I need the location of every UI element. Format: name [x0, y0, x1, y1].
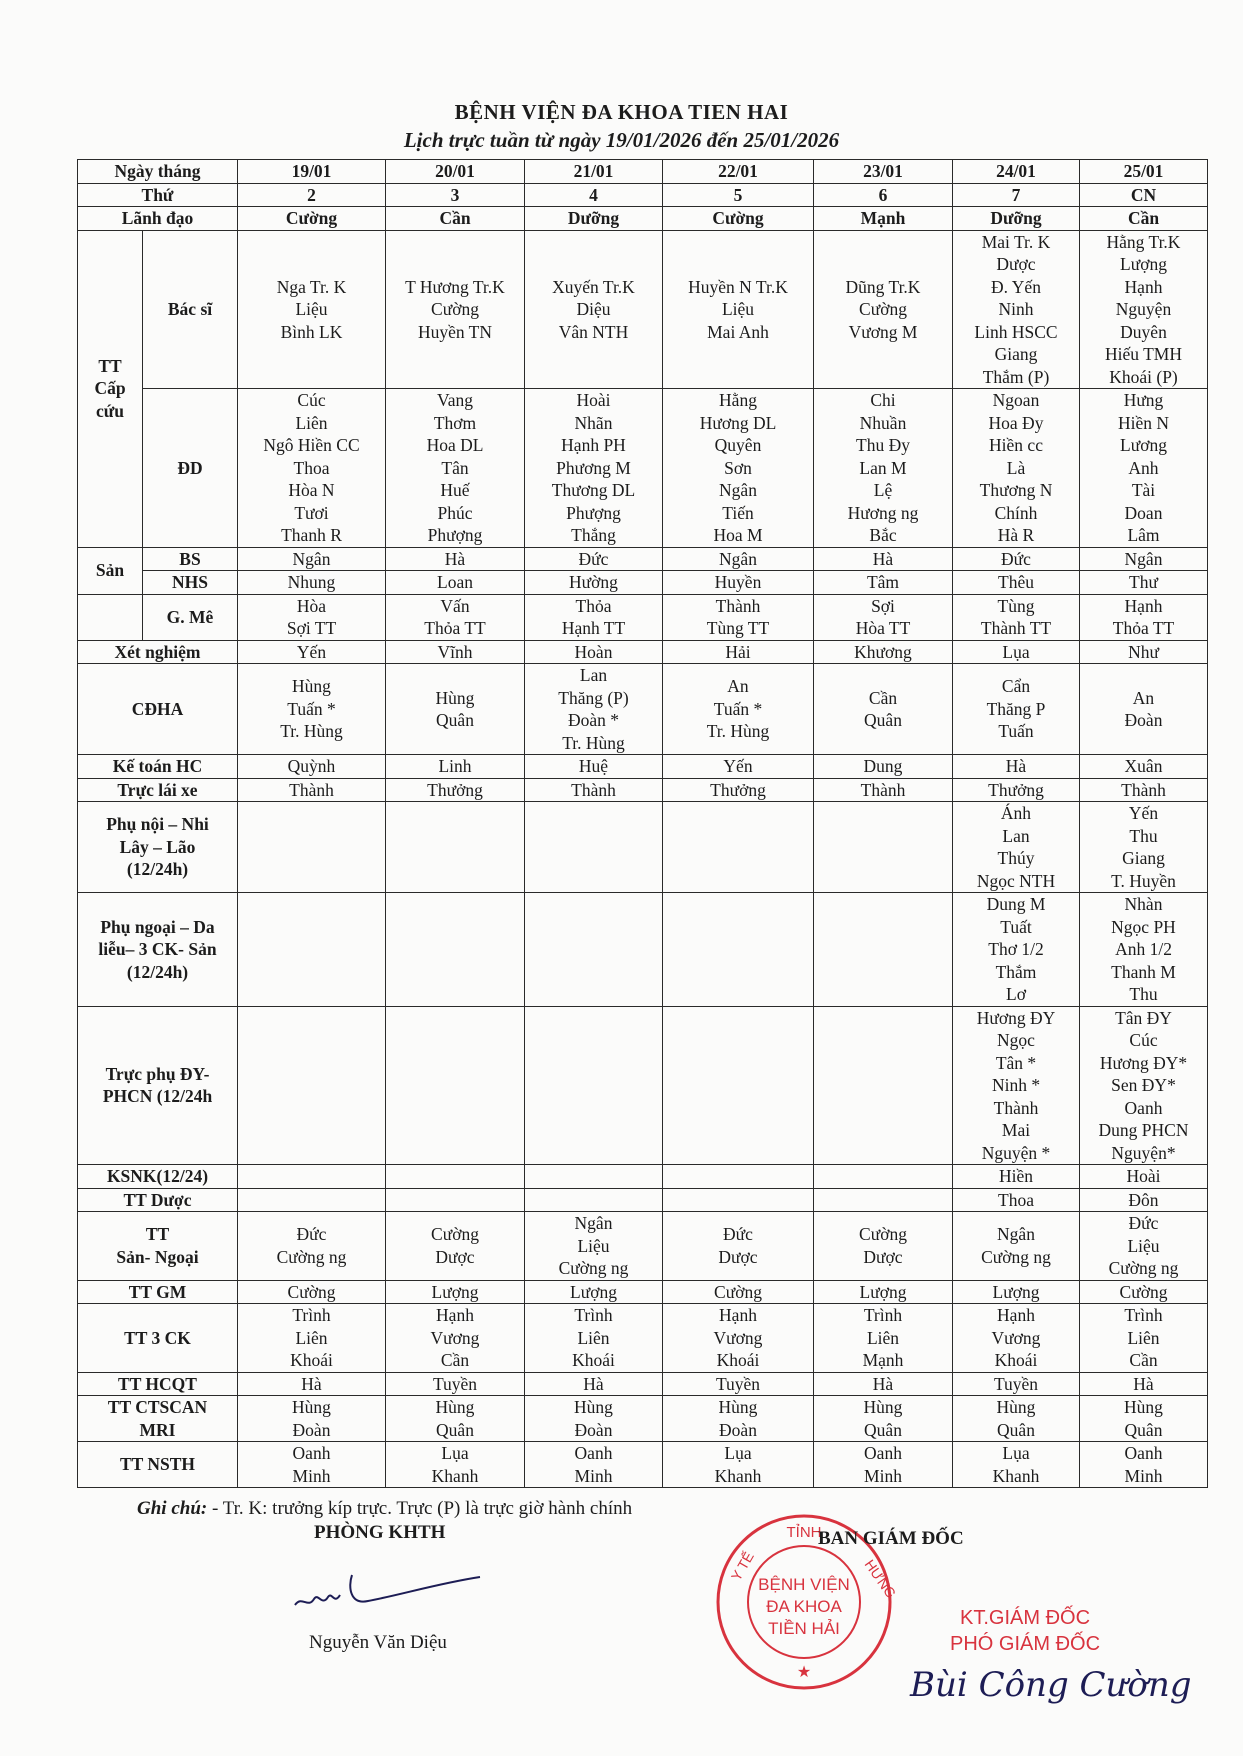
schedule-cell — [238, 1188, 386, 1212]
schedule-cell: Thêu — [953, 571, 1080, 595]
schedule-cell: Như — [1080, 640, 1208, 664]
schedule-cell: Tuyền — [386, 1372, 525, 1396]
schedule-cell: Huyền N Tr.K Liệu Mai Anh — [663, 230, 814, 389]
empty-group-cell — [78, 594, 143, 640]
row-laboratory — [78, 640, 1208, 664]
schedule-cell: Thành — [525, 778, 663, 802]
group-label: TT Cấp cứu — [78, 230, 143, 547]
schedule-cell — [386, 893, 525, 1007]
schedule-cell: Huyền — [663, 571, 814, 595]
schedule-cell: 3 — [386, 183, 525, 207]
schedule-cell: Lượng — [814, 1280, 953, 1304]
row-ct-mri-on-call — [78, 1396, 1208, 1442]
schedule-cell — [386, 1006, 525, 1165]
duty-schedule-table — [77, 159, 1208, 1488]
schedule-cell: Hạnh Thỏa TT — [1080, 594, 1208, 640]
stamp-ring-left: Y TẾ — [727, 1548, 757, 1584]
schedule-cell: Thưởng — [663, 778, 814, 802]
schedule-cell: Hùng Quân — [1080, 1396, 1208, 1442]
schedule-cell: Hiền — [953, 1165, 1080, 1189]
schedule-cell: Oanh Minh — [525, 1442, 663, 1488]
schedule-cell: Hoàn — [525, 640, 663, 664]
deputy-director-label: PHÓ GIÁM ĐỐC — [950, 1633, 1101, 1655]
schedule-cell: Hà — [814, 1372, 953, 1396]
right-signature-name: Bùi Công Cường — [910, 1665, 1192, 1705]
schedule-cell: Sợi Hòa TT — [814, 594, 953, 640]
schedule-cell: Trình Liên Khoái — [238, 1304, 386, 1373]
row-emergency-doctor — [78, 230, 1208, 389]
schedule-cell — [814, 802, 953, 893]
schedule-cell: Lụa Khanh — [953, 1442, 1080, 1488]
schedule-cell: T Hương Tr.K Cường Huyền TN — [386, 230, 525, 389]
schedule-cell: Tâm — [814, 571, 953, 595]
row-label: Phụ ngoại – Da liễu– 3 CK- Sản (12/24h) — [78, 893, 238, 1007]
schedule-cell: Vấn Thỏa TT — [386, 594, 525, 640]
schedule-cell: An Đoàn — [1080, 664, 1208, 755]
schedule-cell: Tân ĐY Cúc Hương ĐY* Sen ĐY* Oanh Dung PHCN Nguyện* — [1080, 1006, 1208, 1165]
schedule-cell: Thành — [1080, 778, 1208, 802]
schedule-cell: Đức — [953, 547, 1080, 571]
row-label: Phụ nội – Nhi Lây – Lão (12/24h) — [78, 802, 238, 893]
schedule-cell — [814, 1165, 953, 1189]
schedule-cell: Thỏa Hạnh TT — [525, 594, 663, 640]
schedule-cell: Hạnh Vương Cần — [386, 1304, 525, 1373]
row-label: NHS — [143, 571, 238, 595]
row-endoscopy-on-call — [78, 1442, 1208, 1488]
row-label: ĐD — [143, 389, 238, 548]
schedule-cell: Hà — [953, 755, 1080, 779]
schedule-cell: Xuyến Tr.K Diệu Vân NTH — [525, 230, 663, 389]
schedule-cell: Loan — [386, 571, 525, 595]
stamp-ring-right: HƯNG — [861, 1556, 900, 1602]
schedule-cell: Huệ — [525, 755, 663, 779]
schedule-cell: CN — [1080, 183, 1208, 207]
row-label: Ngày tháng — [78, 160, 238, 184]
schedule-cell: Đôn — [1080, 1188, 1208, 1212]
row-label: TT GM — [78, 1280, 238, 1304]
schedule-cell: Đức — [525, 547, 663, 571]
row-label: Bác sĩ — [143, 230, 238, 389]
board-of-directors-title: BAN GIÁM ĐỐC — [818, 1528, 964, 1549]
schedule-cell — [814, 1188, 953, 1212]
deputy-director-block — [950, 1605, 1100, 1657]
schedule-cell: 2 — [238, 183, 386, 207]
schedule-cell: Lụa Khanh — [386, 1442, 525, 1488]
row-label: KSNK(12/24) — [78, 1165, 238, 1189]
stamp-star-icon: ★ — [796, 1664, 812, 1681]
schedule-cell: Thành Tùng TT — [663, 594, 814, 640]
schedule-cell: Cường — [663, 207, 814, 231]
schedule-cell: Hải — [663, 640, 814, 664]
schedule-cell: 5 — [663, 183, 814, 207]
schedule-cell: Vang Thơm Hoa DL Tân Huế Phúc Phượng — [386, 389, 525, 548]
schedule-cell — [525, 1006, 663, 1165]
schedule-cell: Hòa Sợi TT — [238, 594, 386, 640]
schedule-cell: Hà — [1080, 1372, 1208, 1396]
row-driver — [78, 778, 1208, 802]
schedule-cell — [238, 1006, 386, 1165]
row-label: TT Dược — [78, 1188, 238, 1212]
row-anesthesia — [78, 594, 1208, 640]
schedule-cell: Cường Dược — [814, 1212, 953, 1281]
schedule-cell: Yến Thu Giang T. Huyền — [1080, 802, 1208, 893]
schedule-cell: Lan Thăng (P) Đoàn * Tr. Hùng — [525, 664, 663, 755]
kt-director-label: KT.GIÁM ĐỐC — [960, 1607, 1091, 1629]
schedule-cell: Quỳnh — [238, 755, 386, 779]
schedule-cell: 24/01 — [953, 160, 1080, 184]
schedule-cell: Hưng Hiền N Lương Anh Tài Doan Lâm — [1080, 389, 1208, 548]
schedule-cell: 19/01 — [238, 160, 386, 184]
schedule-cell: 21/01 — [525, 160, 663, 184]
schedule-cell: 25/01 — [1080, 160, 1208, 184]
schedule-cell: 4 — [525, 183, 663, 207]
row-label: Lãnh đạo — [78, 207, 238, 231]
schedule-cell: Đức Liệu Cường ng — [1080, 1212, 1208, 1281]
schedule-cell: Linh — [386, 755, 525, 779]
schedule-cell: Mai Tr. K Dược Đ. Yến Ninh Linh HSCC Giang Thắm (P) — [953, 230, 1080, 389]
schedule-cell: Thoa — [953, 1188, 1080, 1212]
schedule-cell: Hà — [238, 1372, 386, 1396]
schedule-cell: Cần Quân — [814, 664, 953, 755]
row-internal-assist — [78, 802, 1208, 893]
row-label: TT NSTH — [78, 1442, 238, 1488]
schedule-cell: Nga Tr. K Liệu Bình LK — [238, 230, 386, 389]
schedule-cell — [663, 802, 814, 893]
schedule-cell: Chi Nhuần Thu Đy Lan M Lệ Hương ng Bắc — [814, 389, 953, 548]
left-signature-icon — [290, 1565, 490, 1625]
row-emergency-nurse — [78, 389, 1208, 548]
schedule-cell: Hùng Đoàn — [238, 1396, 386, 1442]
row-label: TT CTSCAN MRI — [78, 1396, 238, 1442]
schedule-cell: Cường Dược — [386, 1212, 525, 1281]
row-label: Kế toán HC — [78, 755, 238, 779]
schedule-cell: Lụa — [953, 640, 1080, 664]
schedule-cell — [525, 893, 663, 1007]
row-label: TT Sản- Ngoại — [78, 1212, 238, 1281]
schedule-cell: Ngân — [238, 547, 386, 571]
footnote-text: - Tr. K: trưởng kíp trực. Trực (P) là trực giờ hành chính — [207, 1498, 633, 1519]
schedule-cell — [238, 893, 386, 1007]
schedule-cell: Hùng Đoàn — [663, 1396, 814, 1442]
schedule-cell — [386, 1165, 525, 1189]
row-pharmacy — [78, 1188, 1208, 1212]
schedule-cell: Yến — [238, 640, 386, 664]
schedule-cell: Cần — [1080, 207, 1208, 231]
schedule-cell: Lượng — [953, 1280, 1080, 1304]
schedule-cell — [525, 802, 663, 893]
schedule-cell: Lượng — [386, 1280, 525, 1304]
left-signer-name: Nguyễn Văn Diệu — [309, 1632, 447, 1653]
schedule-cell: Ánh Lan Thúy Ngọc NTH — [953, 802, 1080, 893]
schedule-cell: Ngân — [1080, 547, 1208, 571]
schedule-cell — [238, 1165, 386, 1189]
row-label: Xét nghiệm — [78, 640, 238, 664]
schedule-cell: Hùng Quân — [386, 1396, 525, 1442]
schedule-cell: Ngân — [663, 547, 814, 571]
stamp-ring-top: TỈNH — [786, 1524, 822, 1541]
schedule-cell: An Tuấn * Tr. Hùng — [663, 664, 814, 755]
group-label: Sản — [78, 547, 143, 594]
row-anesthesia-on-call — [78, 1280, 1208, 1304]
schedule-cell: 20/01 — [386, 160, 525, 184]
schedule-cell: 7 — [953, 183, 1080, 207]
schedule-cell — [238, 802, 386, 893]
schedule-cell: Trình Liên Cần — [1080, 1304, 1208, 1373]
schedule-cell — [814, 893, 953, 1007]
schedule-cell: Yến — [663, 755, 814, 779]
schedule-cell: Xuân — [1080, 755, 1208, 779]
schedule-cell: Cần — [386, 207, 525, 231]
schedule-cell: Lụa Khanh — [663, 1442, 814, 1488]
stamp-line-2: ĐA KHOA — [766, 1597, 842, 1616]
schedule-cell: Trình Liên Mạnh — [814, 1304, 953, 1373]
schedule-cell: Oanh Minh — [1080, 1442, 1208, 1488]
row-3-specialties-on-call — [78, 1304, 1208, 1373]
schedule-cell: Hùng Quân — [953, 1396, 1080, 1442]
schedule-cell: Oanh Minh — [814, 1442, 953, 1488]
schedule-cell — [525, 1165, 663, 1189]
stamp-line-1: BỆNH VIỆN — [758, 1575, 850, 1594]
schedule-cell: Thư — [1080, 571, 1208, 595]
schedule-cell — [663, 893, 814, 1007]
schedule-cell: Hằng Hương DL Quyên Sơn Ngân Tiến Hoa M — [663, 389, 814, 548]
row-label: CĐHA — [78, 664, 238, 755]
row-label: Trực phụ ĐY- PHCN (12/24h — [78, 1006, 238, 1165]
schedule-cell: Thành — [238, 778, 386, 802]
schedule-cell — [814, 1006, 953, 1165]
footnote — [137, 1498, 632, 1520]
schedule-cell: Hường — [525, 571, 663, 595]
schedule-cell: Hà — [525, 1372, 663, 1396]
schedule-cell: Cẩn Thăng P Tuấn — [953, 664, 1080, 755]
row-label: TT HCQT — [78, 1372, 238, 1396]
schedule-cell: Ngân Liệu Cường ng — [525, 1212, 663, 1281]
schedule-cell: Lượng — [525, 1280, 663, 1304]
schedule-cell: 6 — [814, 183, 953, 207]
schedule-cell: Hà — [814, 547, 953, 571]
schedule-cell: Cúc Liên Ngô Hiền CC Thoa Hòa N Tươi Thanh R — [238, 389, 386, 548]
row-weekday — [78, 183, 1208, 207]
row-label: Thứ — [78, 183, 238, 207]
row-leader — [78, 207, 1208, 231]
schedule-cell: Thưởng — [386, 778, 525, 802]
schedule-cell: Nhàn Ngọc PH Anh 1/2 Thanh M Thu — [1080, 893, 1208, 1007]
row-infection-control — [78, 1165, 1208, 1189]
schedule-cell — [663, 1165, 814, 1189]
schedule-cell: Thưởng — [953, 778, 1080, 802]
schedule-cell: Thành — [814, 778, 953, 802]
schedule-cell: Khương — [814, 640, 953, 664]
schedule-cell: Tùng Thành TT — [953, 594, 1080, 640]
schedule-cell: Trình Liên Khoái — [525, 1304, 663, 1373]
schedule-cell: Cường — [1080, 1280, 1208, 1304]
schedule-cell: Hùng Đoàn — [525, 1396, 663, 1442]
schedule-cell: Hùng Quân — [386, 664, 525, 755]
row-imaging — [78, 664, 1208, 755]
row-admin-on-call — [78, 1372, 1208, 1396]
row-traditional-medicine — [78, 1006, 1208, 1165]
row-label: G. Mê — [143, 594, 238, 640]
schedule-cell: Cường — [238, 1280, 386, 1304]
schedule-cell — [525, 1188, 663, 1212]
schedule-subtitle: Lịch trực tuần từ ngày 19/01/2026 đến 25/01/2026 — [403, 128, 840, 152]
schedule-cell: Hoài Nhãn Hạnh PH Phương M Thương DL Phượng Thắng — [525, 389, 663, 548]
schedule-cell: Hà — [386, 547, 525, 571]
schedule-cell: Hương ĐY Ngọc Tân * Ninh * Thành Mai Nguyện * — [953, 1006, 1080, 1165]
schedule-cell — [386, 802, 525, 893]
schedule-cell: 23/01 — [814, 160, 953, 184]
schedule-cell: Ngân Cường ng — [953, 1212, 1080, 1281]
row-label: Trực lái xe — [78, 778, 238, 802]
row-accounting — [78, 755, 1208, 779]
stamp-line-3: TIỀN HẢI — [768, 1619, 840, 1638]
schedule-cell: Hạnh Vương Khoái — [953, 1304, 1080, 1373]
schedule-cell: Dũng Tr.K Cường Vương M — [814, 230, 953, 389]
schedule-cell: 22/01 — [663, 160, 814, 184]
schedule-body — [78, 160, 1208, 1488]
row-obstetric-doctor — [78, 547, 1208, 571]
schedule-cell: Dung — [814, 755, 953, 779]
schedule-cell: Hằng Tr.K Lượng Hạnh Nguyện Duyên Hiếu TMH Khoái (P) — [1080, 230, 1208, 389]
schedule-cell: Dung M Tuất Thơ 1/2 Thắm Lơ — [953, 893, 1080, 1007]
schedule-cell: Hùng Quân — [814, 1396, 953, 1442]
schedule-cell — [386, 1188, 525, 1212]
schedule-cell: Hạnh Vương Khoái — [663, 1304, 814, 1373]
row-label: BS — [143, 547, 238, 571]
schedule-cell: Hùng Tuấn * Tr. Hùng — [238, 664, 386, 755]
schedule-cell: Vĩnh — [386, 640, 525, 664]
schedule-cell — [663, 1006, 814, 1165]
row-label: TT 3 CK — [78, 1304, 238, 1373]
schedule-cell: Đức Cường ng — [238, 1212, 386, 1281]
schedule-cell: Dưỡng — [525, 207, 663, 231]
schedule-cell: Đức Dược — [663, 1212, 814, 1281]
planning-department-title: PHÒNG KHTH — [314, 1522, 446, 1543]
schedule-cell: Tuyền — [663, 1372, 814, 1396]
footnote-label: Ghi chú: — [137, 1498, 208, 1519]
row-obstetric-surgical-on-call — [78, 1212, 1208, 1281]
schedule-cell: Nhung — [238, 571, 386, 595]
hospital-title: BỆNH VIỆN ĐA KHOA TIEN HAI — [454, 100, 789, 124]
row-date — [78, 160, 1208, 184]
schedule-cell: Cường — [238, 207, 386, 231]
schedule-cell: Oanh Minh — [238, 1442, 386, 1488]
schedule-cell: Tuyền — [953, 1372, 1080, 1396]
row-obstetric-midwife — [78, 571, 1208, 595]
schedule-cell: Dưỡng — [953, 207, 1080, 231]
schedule-cell: Mạnh — [814, 207, 953, 231]
schedule-cell: Ngoan Hoa Đy Hiền cc Là Thương N Chính Hà R — [953, 389, 1080, 548]
schedule-cell: Cường — [663, 1280, 814, 1304]
schedule-cell — [663, 1188, 814, 1212]
schedule-cell: Hoài — [1080, 1165, 1208, 1189]
row-surgical-assist — [78, 893, 1208, 1007]
